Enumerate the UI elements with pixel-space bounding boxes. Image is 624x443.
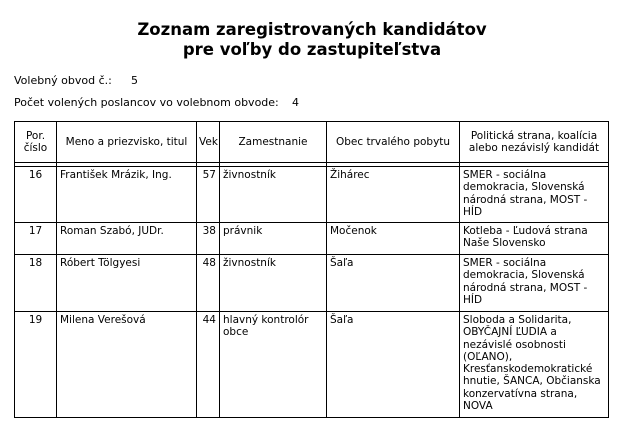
district-label: Volebný obvod č.: (14, 74, 112, 87)
cell-job: právnik (220, 223, 327, 255)
cell-num: 16 (15, 167, 57, 223)
seats-line (14, 96, 299, 109)
cell-party: Kotleba - Ľudová strana Naše Slovensko (460, 223, 609, 255)
title-line-1: Zoznam zaregistrovaných kandidátov (137, 20, 487, 39)
cell-town: Žihárec (327, 167, 460, 223)
cell-town: Močenok (327, 223, 460, 255)
cell-town: Šaľa (327, 255, 460, 312)
cell-name: František Mrázik, Ing. (57, 167, 197, 223)
header-job: Zamestnanie (220, 122, 327, 163)
cell-party: SMER - sociálna demokracia, Slovenská národná strana, MOST - HÍD (460, 167, 609, 223)
cell-job: živnostník (220, 167, 327, 223)
cell-name: Roman Szabó, JUDr. (57, 223, 197, 255)
header-town: Obec trvalého pobytu (327, 122, 460, 163)
cell-town: Šaľa (327, 312, 460, 418)
title-line-2: pre voľby do zastupiteľstva (182, 40, 442, 59)
header-name: Meno a priezvisko, titul (57, 122, 197, 163)
candidates-table (14, 121, 609, 418)
cell-job: živnostník (220, 255, 327, 312)
cell-num: 17 (15, 223, 57, 255)
cell-num: 18 (15, 255, 57, 312)
header-party: Politická strana, koalícia alebo nezávislý kandidát (460, 122, 609, 163)
cell-age: 57 (197, 167, 220, 223)
seats-label: Počet volených poslancov vo volebnom obvode: (14, 96, 279, 109)
cell-party: SMER - sociálna demokracia, Slovenská národná strana, MOST - HÍD (460, 255, 609, 312)
table-header-row (15, 122, 609, 163)
cell-age: 38 (197, 223, 220, 255)
district-line (14, 74, 138, 87)
cell-job: hlavný kontrolór obce (220, 312, 327, 418)
cell-num: 19 (15, 312, 57, 418)
document-title (0, 20, 624, 60)
cell-name: Milena Verešová (57, 312, 197, 418)
cell-age: 44 (197, 312, 220, 418)
table-row (15, 312, 609, 418)
seats-value: 4 (292, 96, 299, 109)
cell-name: Róbert Tölgyesi (57, 255, 197, 312)
cell-party: Sloboda a Solidarita, OBYČAJNÍ ĽUDIA a nezávislé osobnosti (OĽANO), Kresťanskodemokratické hnutie, ŠANCA, Občianska konzervatívna strana, NOVA (460, 312, 609, 418)
header-age: Vek (197, 122, 220, 163)
table-row (15, 167, 609, 223)
header-num: Por. číslo (15, 122, 57, 163)
table-row (15, 223, 609, 255)
cell-age: 48 (197, 255, 220, 312)
table-row (15, 255, 609, 312)
district-value: 5 (131, 74, 138, 87)
